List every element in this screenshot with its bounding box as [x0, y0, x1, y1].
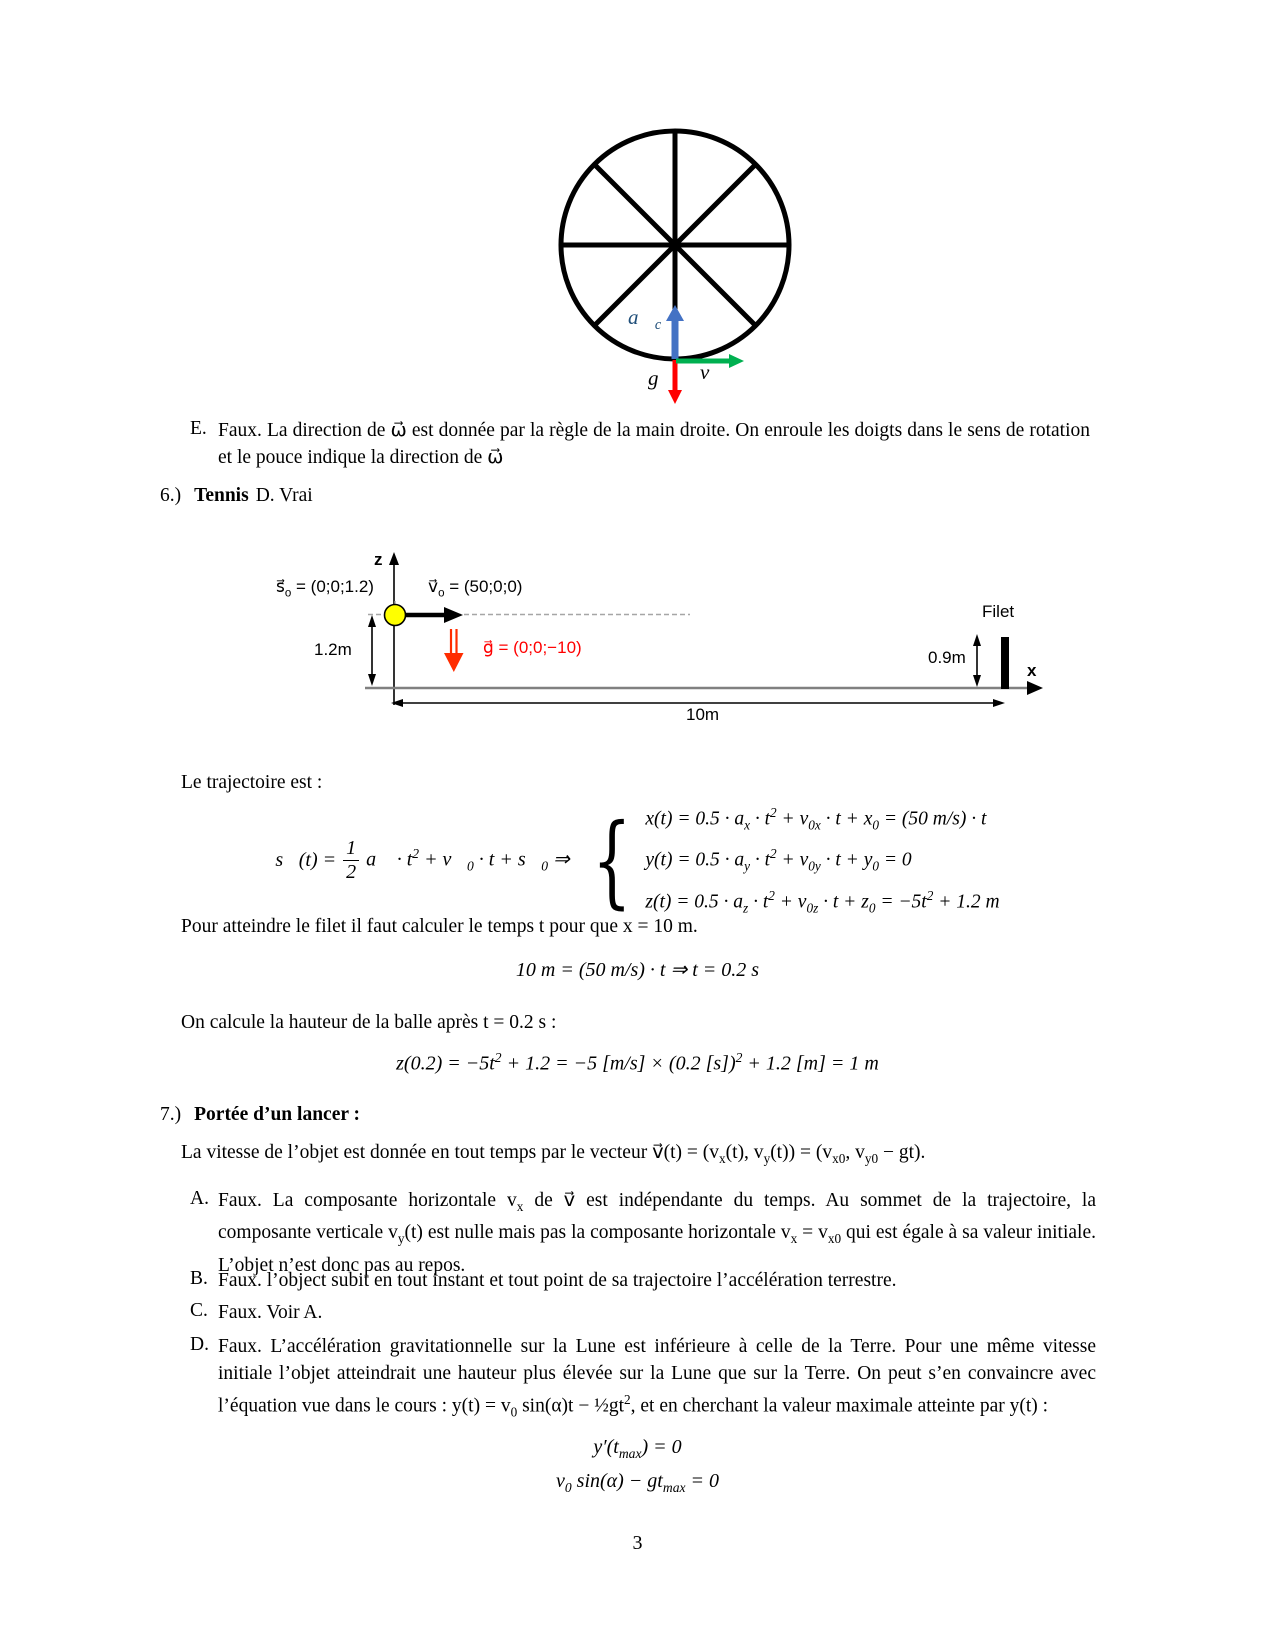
z-axis-label: z [374, 550, 383, 569]
g-arrowhead [668, 390, 682, 404]
ac-arrowhead [666, 305, 684, 321]
net-label: Filet [982, 602, 1015, 621]
wheel-figure [545, 112, 805, 412]
cases-brace: { [591, 801, 632, 919]
section7-header [160, 1104, 360, 1126]
trajectory-equation [0, 801, 1275, 919]
item-c-text: Faux. Voir A. [218, 1302, 323, 1323]
item-b-text: Faux. l’object subit en tout instant et tout point de sa trajectoire l’accélération terrestre. [218, 1270, 897, 1291]
item-a-label: A. [190, 1188, 209, 1209]
cases-block [645, 798, 999, 922]
v-label: v⃗ [700, 360, 726, 384]
section6-number: 6.) [160, 485, 182, 506]
trajectory-intro: Le trajectoire est : [181, 772, 323, 793]
net-measure-bottom-arrowhead [973, 675, 981, 687]
case-y-equation: $y(t) = 0.5 \cdot a_y \cdot t^2 + v_{0y} \cdot t + y_0 = 0$ [645, 846, 912, 874]
time-equation: 10 m = (50 m/s) · t ⇒ t = 0.2 s [515, 959, 760, 981]
z-axis-arrowhead [389, 552, 399, 565]
launch-measure-bottom-arrowhead [368, 674, 376, 686]
g-label: g⃗ [648, 366, 675, 390]
height-equation: $z(0.2) = -5t^2 + 1.2 = -5$ [m/s] × (0.2 [s])$^2$ + 1.2 [m] = 1 m [396, 1050, 879, 1075]
launch-measure-top-arrowhead [368, 615, 376, 627]
section7-number: 7.) [160, 1104, 182, 1125]
launch-height-label: 1.2m [314, 640, 352, 659]
tmax-equation-1: $y'(t_{max}) = 0$ [593, 1436, 682, 1461]
item-a-text: Faux. La composante horizontale $v_x$ de v⃗ est indépendante du temps. Au sommet de la trajectoire, la composante verticale $v_y(t)$ est nulle mais pas la composante horizontale $v_x = v_{x0}$ qui est égale à sa valeur initiale. L’objet n’est donc pas au repos. [218, 1190, 1096, 1276]
section7-title: Portée d’un lancer : [194, 1104, 361, 1125]
distance-label: 10m [686, 705, 720, 724]
item-c-label: C. [190, 1300, 208, 1321]
tennis-figure [270, 525, 1060, 730]
v0-arrowhead [444, 607, 463, 623]
x-axis-label: x [1027, 661, 1037, 680]
page-number: 3 [632, 1532, 643, 1554]
x-axis-arrowhead [1027, 681, 1043, 695]
gravity-arrowhead [444, 653, 464, 672]
case-z-equation: $z(t) = 0.5 \cdot a_z \cdot t^2 + v_{0z} \cdot t + z_0 = -5t^2 + 1.2$ m [645, 887, 1000, 916]
section6-title: Tennis [194, 485, 249, 506]
v0-label: $v⃗_o$ = (50;0;0) [428, 577, 523, 600]
item-b-label: B. [190, 1268, 208, 1289]
s0-label: $s⃗_o$ = (0;0;1.2) [276, 577, 374, 600]
one-half-fraction [343, 837, 359, 883]
tennis-ball [385, 605, 406, 626]
net-height-label: 0.9m [928, 648, 966, 667]
section6-answer: D. Vrai [255, 485, 313, 506]
ac-label: $a⃗_c$ [628, 305, 662, 334]
v-arrowhead [729, 354, 744, 368]
trajectory-lhs-tail: a⃗ · $t^2$ + $v⃗_0 \cdot t$ + $s⃗_0$ ⇒ [366, 845, 570, 874]
fraction-denominator: 2 [346, 860, 357, 883]
trajectory-lhs: s⃗(t) = [275, 848, 337, 871]
distance-measure-left-arrowhead [391, 699, 403, 707]
item-e-text: Faux. La direction de ω⃗ est donnée par la règle de la main droite. On enroule les doigts dans le sens de rotation et le pouce indique la direction de ω⃗ [218, 420, 1090, 468]
paragraph-hauteur: On calcule la hauteur de la balle après t = 0.2 s : [181, 1012, 557, 1033]
fraction-numerator: 1 [343, 837, 359, 860]
case-x-equation: $x(t) = 0.5 \cdot a_x \cdot t^2 + v_{0x} \cdot t + x_0 = (50$ m/s) · t [645, 804, 987, 833]
tmax-equation-2: $v_0$ $\sin(\alpha) - gt_{max} = 0$ [555, 1470, 720, 1495]
section6-header [160, 485, 313, 507]
gravity-label: g⃗ = (0;0;−10) [483, 638, 582, 657]
distance-measure-right-arrowhead [993, 699, 1005, 707]
item-d-label: D. [190, 1334, 209, 1355]
paragraph-filet: Pour atteindre le filet il faut calculer le temps t pour que x = 10 m. [181, 916, 698, 937]
item-e-label: E. [190, 418, 207, 439]
item-d-text: Faux. L’accélération gravitationnelle sur la Lune est inférieure à celle de la Terre. Pour une même vitesse initiale l’objet atteindrait une hauteur plus élevée sur la Lune que sur la Terre. On peut s’en convaincre avec l’équation vue dans le cours : $y(t) = v_0$ $\sin(\alpha)t - \frac{1}{2}gt^2$, et en cherchant la valeur maximale atteinte par y(t) : [218, 1336, 1096, 1420]
net-measure-top-arrowhead [973, 634, 981, 646]
section7-intro: La vitesse de l’objet est donnée en tout temps par le vecteur v⃗(t) = ($v_x(t)$, $v_y(t)) = (v_{x0}$, $v_{y0} - gt$). [181, 1142, 926, 1166]
